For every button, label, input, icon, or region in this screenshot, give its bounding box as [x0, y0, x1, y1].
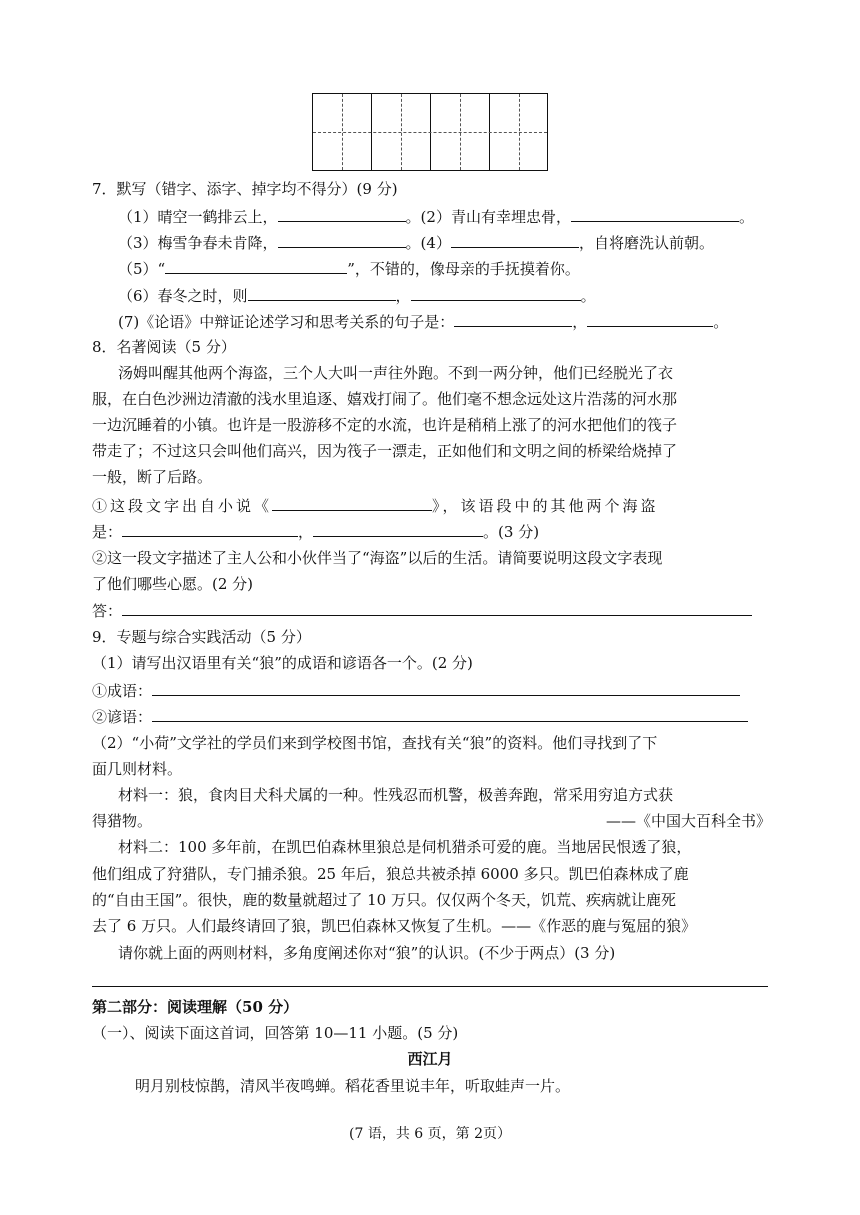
q7-line2: （3）梅雪争春未肯降， 。(4） ，自将磨洗认前朝。 [118, 229, 768, 256]
answer-blank[interactable] [248, 282, 396, 301]
q9-idiom-line: ①成语： [92, 677, 768, 704]
q9-title: 9．专题与综合实践活动（5 分） [92, 628, 311, 646]
poem-title: 西江月 [407, 1050, 453, 1068]
material1-line: 材料一：狼，食肉目犬科犬属的一种。性残忍而机警，极善奔跑，常采用穷追方式获 [118, 786, 674, 804]
q9-sub2: （2）“小荷”文学社的学员们来到学校图书馆，查找有关“狼”的资料。他们寻找到了下 [92, 734, 658, 752]
material1-line: 得猎物。 [92, 812, 153, 830]
q8-passage-line: 一般，断了后路。 [92, 468, 213, 486]
material2-line: 的“自由王国”。很快，鹿的数量就超过了 10 万只。仅仅两个冬天，饥荒、疾病就让鹿死 [92, 891, 676, 909]
answer-blank[interactable] [278, 203, 406, 222]
q8-answer-line: 答： [92, 597, 768, 624]
q9-sub1: （1）请写出汉语里有关“狼”的成语和谚语各一个。(2 分) [92, 654, 473, 672]
part2-section1: （一）、阅读下面这首词，回答第 10—11 小题。(5 分) [92, 1024, 459, 1042]
material1-source: ——《中国大百科全书》 [606, 812, 772, 830]
q8-passage-line: 带走了；不过这只会叫他们高兴，因为筏子一漂走，正如他们和文明之间的桥梁给烧掉了 [92, 442, 678, 460]
answer-blank[interactable] [451, 229, 579, 248]
q8-passage-line: 汤姆叫醒其他两个海盗，三个人大叫一声往外跑。不到一两分钟，他们已经脱光了衣 [118, 364, 674, 382]
q8-title: 8．名著阅读（5 分） [92, 338, 236, 356]
answer-blank[interactable] [587, 308, 713, 327]
page-footer: (7 语，共 6 页，第 2页） [349, 1126, 511, 1142]
q8-passage-line: 服，在白色沙洲边清澈的浅水里追逐、嬉戏打闹了。他们毫不想念远处这片浩荡的河水那 [92, 390, 678, 408]
q7-line4: （6）春冬之时，则 ， 。 [118, 282, 768, 309]
proverb-blank[interactable] [152, 703, 748, 722]
answer-blank[interactable] [454, 308, 572, 327]
q7-line1: （1）晴空一鹤排云上， 。(2）青山有幸埋忠骨， 。 [118, 203, 768, 230]
answer-blank[interactable] [165, 255, 347, 274]
q8-passage-line: 一边沉睡着的小镇。也许是一股游移不定的水流，也许是稍稍上涨了的河水把他们的筏子 [92, 416, 678, 434]
q8-question2-cont: 了他们哪些心愿。(2 分) [92, 575, 254, 593]
material2-line: 他们组成了狩猎队，专门捕杀狼。25 年后，狼总共被杀掉 6000 多只。凯巴伯森林成了鹿 [92, 865, 689, 883]
material2-line: 去了 6 万只。人们最终请回了狼，凯巴伯森林又恢复了生机。——《作恶的鹿与冤屈的狼》 [92, 917, 697, 935]
poem-line: 明月别枝惊鹊，清风半夜鸣蝉。稻花香里说丰年，听取蛙声一片。 [135, 1077, 571, 1095]
writing-grid [312, 93, 548, 171]
q8-question1: ①这段文字出自小说《 》，该语段中的其他两个海盗 [92, 492, 768, 519]
answer-blank[interactable] [313, 518, 483, 537]
answer-blank[interactable] [411, 282, 581, 301]
answer-blank[interactable] [122, 518, 298, 537]
answer-blank[interactable] [278, 229, 406, 248]
q8-question2: ②这一段文字描述了主人公和小伙伴当了“海盗”以后的生活。请简要说明这段文字表现 [92, 549, 663, 567]
novel-title-blank[interactable] [272, 492, 432, 511]
q7-title: 7．默写（错字、添字、掉字均不得分）(9 分) [92, 180, 398, 198]
q8-question1-cont: 是： ， 。(3 分) [92, 518, 768, 545]
material2-line: 材料二：100 多年前，在凯巴伯森林里狼总是伺机猎杀可爱的鹿。当地居民恨透了狼， [118, 838, 692, 856]
answer-blank[interactable] [571, 203, 739, 222]
q9-task: 请你就上面的两则材料，多角度阐述你对“狼”的认识。(不少于两点）(3 分) [118, 944, 616, 962]
idiom-blank[interactable] [152, 677, 740, 696]
q9-proverb-line: ②谚语： [92, 703, 768, 730]
section-divider [92, 986, 768, 987]
part2-title: 第二部分：阅读理解（50 分） [92, 998, 299, 1016]
q7-line5: (7)《论语》中辩证论述学习和思考关系的句子是： ， 。 [118, 308, 768, 335]
answer-blank[interactable] [122, 597, 752, 616]
q7-line3: （5）“ ”，不错的，像母亲的手抚摸着你。 [118, 255, 768, 282]
q9-sub2-cont: 面几则材料。 [92, 760, 183, 778]
